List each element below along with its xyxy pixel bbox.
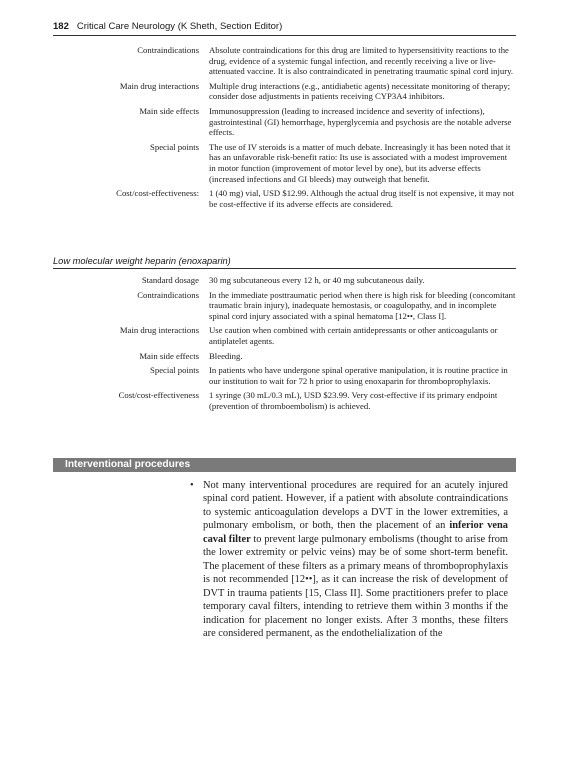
table-row <box>53 275 516 286</box>
table-row <box>53 188 516 209</box>
row-value: 1 (40 mg) vial, USD $12.99. Although the actual drug itself is not expensive, it may not be cost-effective if its adverse effects are considered. <box>209 188 514 209</box>
row-value: Use caution when combined with certain antidepressants or other anticoagulants or antiplatelet agents. <box>209 325 498 346</box>
row-value: Bleeding. <box>209 350 243 361</box>
row-value: Absolute contraindications for this drug are limited to hypersensitivity reactions to the drug, evidence of a systemic fungal infection, and recently receiving a live or live-attenuated vaccine. It is also contraindicated in penetrating traumatic spinal cord injury. <box>209 45 514 77</box>
row-label: Main drug interactions <box>119 325 199 336</box>
running-title: Critical Care Neurology (K Sheth, Section Editor) <box>76 21 283 32</box>
row-label: Contraindications <box>137 289 199 300</box>
row-label: Cost/cost-effectiveness <box>118 390 199 401</box>
section-title-enoxaparin: Low molecular weight heparin (enoxaparin) <box>53 256 516 269</box>
bold-term: inferior vena caval filter <box>203 520 508 545</box>
row-value: 1 syringe (30 mL/0.3 mL), USD $23.99. Very cost-effective if its primary endpoint (prevention of thromboembolism) is achieved. <box>209 390 498 411</box>
table-row <box>53 81 516 102</box>
paragraph-text-after: to prevent large pulmonary embolisms (thought to arise from the lower extremity or pelvic veins) may be of some short-term benefit. The placement of these filters as a primary means of thromboprophylaxis is not recommended [12••], as it can increase the risk of development of DVT in trauma patients [15, Class II]. Some practitioners prefer to place temporary caval filters, intending to retrieve them within 3 months if the indication for placement no longer exists. After 3 months, these filters are considered permanent, as the endothelialization of the <box>203 533 508 639</box>
table-row <box>53 106 516 138</box>
row-label: Main side effects <box>139 105 199 116</box>
table-row <box>53 45 516 77</box>
row-value: Immunosuppression (leading to increased incidence and severity of infections), gastrointestinal (GI) hemorrhage, hyperglycemia and psychosis are the notable adverse effects. <box>209 105 512 138</box>
table-row <box>53 365 516 386</box>
row-label: Main side effects <box>139 350 199 361</box>
table-row <box>53 390 516 411</box>
section-heading-interventional: Interventional procedures <box>65 459 191 470</box>
row-value: 30 mg subcutaneous every 12 h, or 40 mg subcutaneous daily. <box>209 275 425 285</box>
row-value: In patients who have undergone spinal operative manipulation, it is routine practice in our institution to wait for 72 h prior to using enoxaparin for thromboprophylaxis. <box>209 365 508 386</box>
running-header <box>53 21 516 36</box>
drug-table-enoxaparin <box>53 275 516 416</box>
section-heading-bar <box>53 458 516 472</box>
page-number: 182 <box>53 21 69 32</box>
row-value: The use of IV steroids is a matter of much debate. Increasingly it has been noted that it has an unfavorable risk-benefit ratio: Its use is associated with a modest improvement in motor function (improvement of motor level by one), but its adverse effects (increased infections and GI bleeds) may outweigh that benefit. <box>209 141 511 184</box>
row-value: In the immediate posttraumatic period when there is high risk for bleeding (concomitant traumatic brain injury), inadequate hemostasis, or coagulopathy, and in incomplete spinal cord injury associated with a spinal hematoma [12••, Class I]. <box>209 289 516 321</box>
bullet-marker: • <box>190 480 194 491</box>
drug-table-steroids <box>53 45 516 213</box>
row-label: Special points <box>150 141 199 152</box>
interventional-paragraph <box>203 479 508 640</box>
row-label: Main drug interactions <box>119 80 199 91</box>
row-label: Contraindications <box>137 45 199 55</box>
row-value: Multiple drug interactions (e.g., antidiabetic agents) necessitate monitoring of therapy; consider dose adjustments in patients receiving CYP3A4 inhibitors. <box>209 80 511 102</box>
row-label: Special points <box>150 365 199 376</box>
paragraph-text-before: Not many interventional procedures are required for an acutely injured spinal cord patient. However, if a patient with absolute contraindications to systemic anticoagulation develops a DVT in the lower extremities, a pulmonary embolism, or both, then the placement of an <box>203 480 508 532</box>
row-label: Standard dosage <box>141 275 199 285</box>
table-row <box>53 325 516 346</box>
table-row <box>53 290 516 322</box>
table-row <box>53 142 516 184</box>
table-row <box>53 351 516 362</box>
row-label: Cost/cost-effectiveness: <box>116 188 199 199</box>
interventional-body <box>190 479 508 640</box>
